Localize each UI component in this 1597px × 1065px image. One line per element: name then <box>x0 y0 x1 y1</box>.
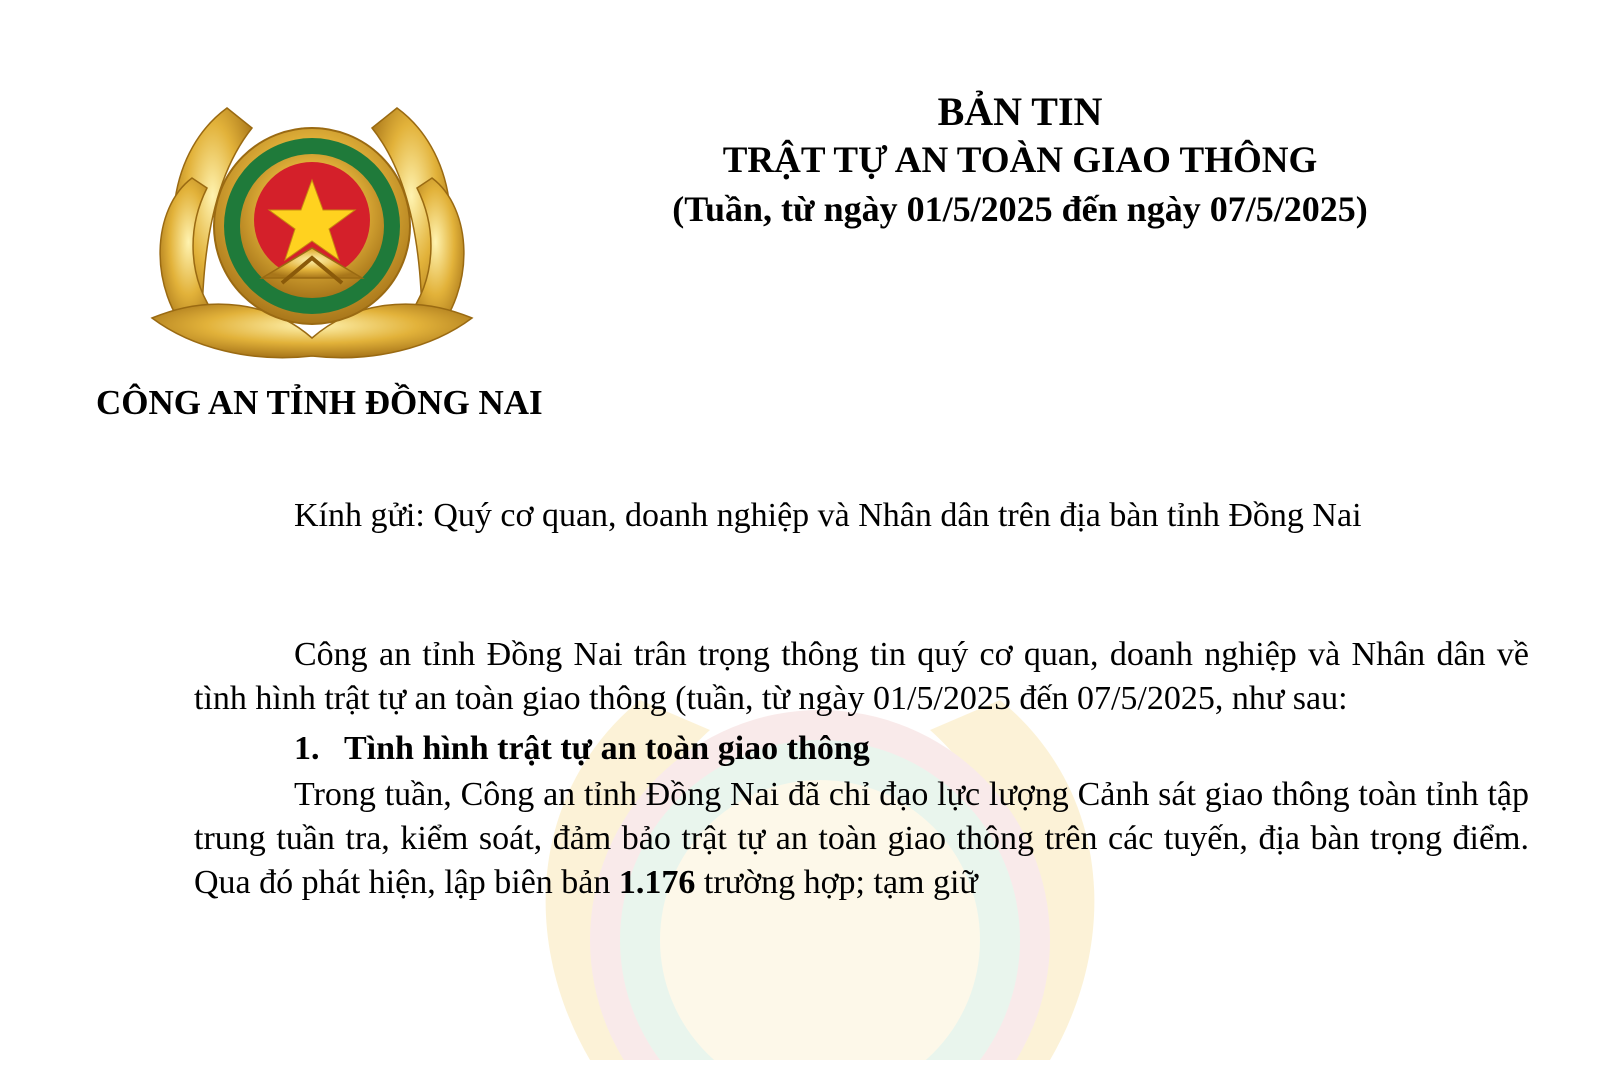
bulletin-title: BẢN TIN <box>937 89 1103 134</box>
salutation: Kính gửi: Quý cơ quan, doanh nghiệp và Nhân dân trên địa bàn tỉnh Đồng Nai <box>294 497 1362 534</box>
section-paragraph <box>194 773 1529 905</box>
bulletin-period: (Tuần, từ ngày 01/5/2025 đến ngày 07/5/2025) <box>672 189 1368 229</box>
bulletin-header <box>620 88 1420 232</box>
police-emblem-logo <box>132 88 492 378</box>
violation-count: 1.176 <box>618 864 696 901</box>
section-title: Tình hình trật tự an toàn giao thông <box>344 730 870 767</box>
document-body <box>194 633 1529 905</box>
section-heading <box>194 725 1529 773</box>
paragraph-text-part2: trường hợp; tạm giữ <box>695 864 978 901</box>
paragraph-text-part1: Trong tuần, Công an tỉnh Đồng Nai đã chỉ đạo lực lượng Cảnh sát giao thông toàn tỉnh tập trung tuần tra, kiểm soát, đảm bảo trật tự an toàn giao thông trên các tuyến, địa bàn trọng điểm. Qua đó phát hiện, lập biên bản <box>194 776 1529 901</box>
section-number: 1. <box>294 730 320 767</box>
intro-paragraph: Công an tỉnh Đồng Nai trân trọng thông tin quý cơ quan, doanh nghiệp và Nhân dân về tình hình trật tự an toàn giao thông (tuần, từ ngày 01/5/2025 đến 07/5/2025, như sau: <box>194 636 1529 717</box>
organization-name: CÔNG AN TỈNH ĐỒNG NAI <box>96 383 543 422</box>
bulletin-subtitle: TRẬT TỰ AN TOÀN GIAO THÔNG <box>722 140 1318 181</box>
